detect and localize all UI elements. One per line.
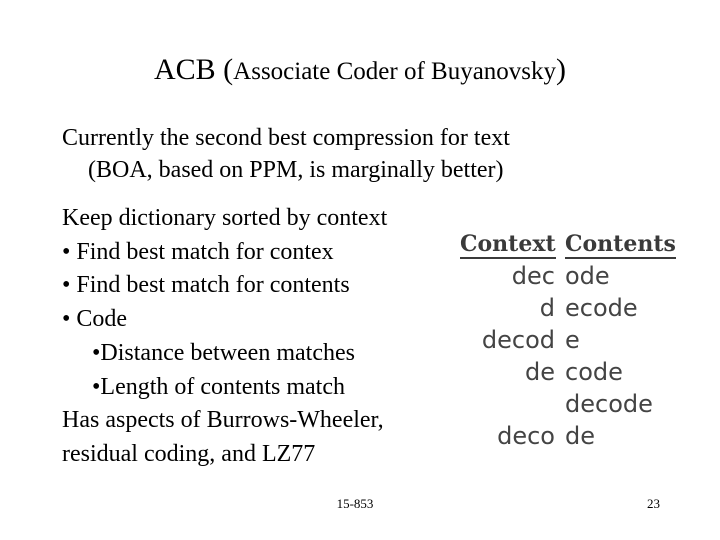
context-cell: decod: [481, 326, 555, 354]
list-item: • Code: [62, 306, 128, 333]
contents-cell: ode: [565, 262, 610, 290]
intro-line-2: (BOA, based on PPM, is marginally better): [88, 157, 504, 183]
contents-cell: code: [565, 358, 623, 386]
list-item: residual coding, and LZ77: [62, 440, 316, 467]
bullet-list: [62, 202, 387, 472]
list-item: • Find best match for contex: [62, 238, 334, 265]
context-cell: deco: [497, 422, 555, 450]
table-row: [460, 260, 675, 292]
context-cell: de: [525, 358, 555, 386]
list-item: Keep dictionary sorted by context: [62, 205, 388, 231]
header-contents: Contents: [565, 231, 676, 257]
table-row: [460, 324, 675, 356]
intro-block: [62, 122, 510, 186]
list-item: • Find best match for contents: [62, 272, 350, 299]
table-row: [460, 388, 675, 420]
slide-title: [0, 50, 720, 92]
title-rest: Associate Coder of Buyanovsky: [233, 58, 557, 85]
table-row: [460, 356, 675, 388]
table-row: [460, 420, 675, 452]
list-item: Has aspects of Burrows-Wheeler,: [62, 407, 384, 434]
header-context: Context: [460, 231, 556, 257]
list-item: •Length of contents match: [92, 373, 345, 400]
context-contents-table: [460, 228, 675, 452]
context-cell: d: [539, 294, 555, 322]
contents-cell: ecode: [565, 294, 638, 322]
contents-cell: decode: [565, 390, 653, 418]
title-main: ACB (: [153, 53, 234, 86]
intro-line-1: Currently the second best compression for text: [62, 125, 510, 151]
list-item: •Distance between matches: [92, 339, 355, 366]
footer-page-number: 23: [647, 496, 660, 511]
context-cell: dec: [511, 262, 555, 290]
title-close: ): [556, 53, 567, 86]
contents-cell: e: [565, 326, 580, 354]
footer-course-number: 15-853: [336, 496, 374, 511]
contents-cell: de: [565, 422, 595, 450]
table-row: [460, 292, 675, 324]
table-header-row: [460, 228, 675, 260]
